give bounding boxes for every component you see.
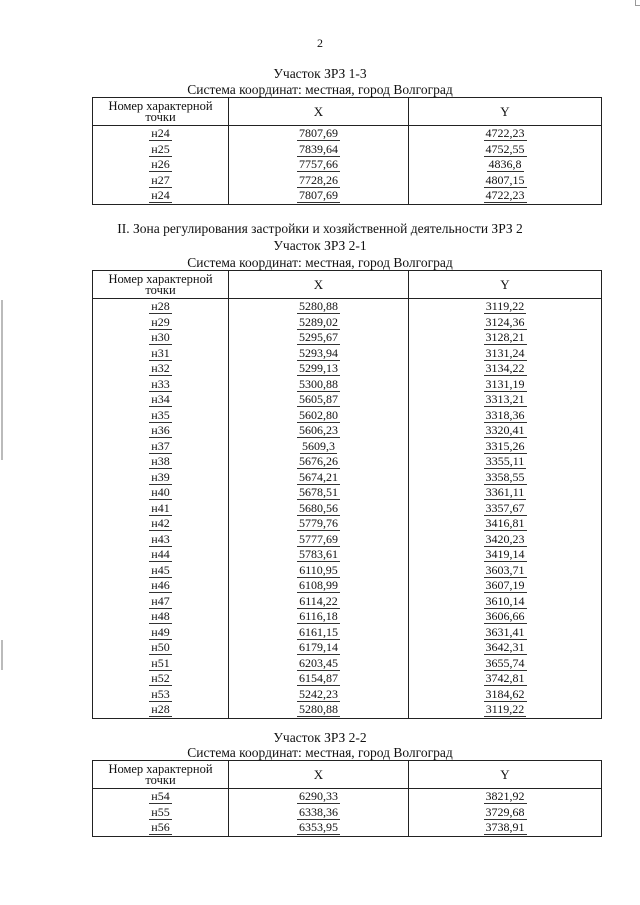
x-coordinate-cell (229, 392, 409, 408)
point-id-cell (93, 547, 229, 563)
x-coordinate-cell-text: 7757,66 (299, 157, 338, 172)
y-coordinate-cell (409, 330, 602, 346)
point-id-cell-text: н28 (151, 299, 170, 314)
x-coordinate-cell (229, 408, 409, 424)
y-coordinate-cell (409, 315, 602, 331)
y-coordinate-cell-text: 3128,21 (485, 330, 525, 345)
point-id-cell (93, 188, 229, 204)
table-row (93, 470, 602, 486)
y-coordinate-cell-text: 4722,23 (485, 188, 525, 203)
column-header-y: Y (409, 271, 602, 299)
x-coordinate-cell (229, 188, 409, 204)
x-coordinate-cell (229, 454, 409, 470)
point-id-cell (93, 702, 229, 718)
y-coordinate-cell-text: 3131,19 (485, 376, 525, 391)
x-coordinate-cell-text: 5299,13 (299, 361, 338, 376)
y-coordinate-cell (409, 702, 602, 718)
x-coordinate-cell-text: 6108,99 (299, 578, 338, 593)
point-id-cell (93, 501, 229, 517)
point-id-cell (93, 439, 229, 455)
x-coordinate-cell-text: 5280,88 (299, 702, 338, 717)
point-id-cell (93, 516, 229, 532)
table-header-row (93, 98, 602, 126)
y-coordinate-cell-text: 3119,22 (485, 299, 525, 314)
point-id-cell-text: н52 (151, 671, 170, 686)
y-coordinate-cell (409, 361, 602, 377)
table-row (93, 671, 602, 687)
table-row (93, 687, 602, 703)
section-1-heading: Участок ЗРЗ 1-3 (273, 66, 367, 81)
section-2-coord-system: Система координат: местная, город Волгоград (187, 255, 453, 270)
point-id-cell (93, 640, 229, 656)
point-id-cell-text: н24 (151, 126, 170, 141)
x-coordinate-cell-text: 7728,26 (299, 172, 338, 187)
point-id-cell (93, 470, 229, 486)
x-coordinate-cell (229, 470, 409, 486)
point-id-cell (93, 361, 229, 377)
y-coordinate-cell (409, 142, 602, 158)
y-coordinate-cell (409, 346, 602, 362)
table-row (93, 408, 602, 424)
point-id-cell (93, 609, 229, 625)
x-coordinate-cell (229, 656, 409, 672)
y-coordinate-cell-text: 3419,14 (485, 547, 525, 562)
x-coordinate-cell (229, 501, 409, 517)
x-coordinate-cell (229, 377, 409, 393)
point-id-cell (93, 454, 229, 470)
table-row (93, 501, 602, 517)
table-row (93, 820, 602, 836)
x-coordinate-cell (229, 485, 409, 501)
y-coordinate-cell (409, 173, 602, 189)
x-coordinate-cell-text: 5280,88 (299, 299, 338, 314)
y-coordinate-cell (409, 625, 602, 641)
point-id-cell (93, 532, 229, 548)
point-id-cell-text: н41 (151, 500, 170, 515)
x-coordinate-cell-text: 5777,69 (299, 531, 338, 546)
point-id-cell-text: н29 (151, 314, 170, 329)
y-coordinate-cell (409, 563, 602, 579)
y-coordinate-cell-text: 3361,11 (485, 485, 525, 500)
y-coordinate-cell-text: 4807,15 (485, 172, 525, 187)
point-id-cell-text: н56 (151, 820, 170, 835)
x-coordinate-cell-text: 7839,64 (299, 141, 338, 156)
point-id-cell-text: н40 (151, 485, 170, 500)
x-coordinate-cell (229, 439, 409, 455)
point-id-cell (93, 346, 229, 362)
y-coordinate-cell-text: 3124,36 (485, 314, 525, 329)
x-coordinate-cell-text: 5676,26 (299, 454, 338, 469)
y-coordinate-cell (409, 516, 602, 532)
point-id-cell (93, 805, 229, 821)
section-2-heading: Участок ЗРЗ 2-1 (273, 238, 367, 253)
y-coordinate-cell-text: 3606,66 (485, 609, 525, 624)
table-row (93, 157, 602, 173)
point-id-cell-text: н39 (151, 469, 170, 484)
point-id-cell (93, 485, 229, 501)
table-row (93, 188, 602, 204)
column-header-x: X (229, 98, 409, 126)
x-coordinate-cell (229, 625, 409, 641)
y-coordinate-cell (409, 377, 602, 393)
x-coordinate-cell (229, 563, 409, 579)
y-coordinate-cell (409, 820, 602, 836)
x-coordinate-cell (229, 346, 409, 362)
table-row (93, 315, 602, 331)
x-coordinate-cell (229, 594, 409, 610)
section-2-table (92, 270, 602, 719)
y-coordinate-cell (409, 501, 602, 517)
point-id-cell-text: н44 (151, 547, 170, 562)
y-coordinate-cell (409, 594, 602, 610)
point-id-cell-text: н53 (151, 686, 170, 701)
point-id-cell-text: н38 (151, 454, 170, 469)
table-row (93, 454, 602, 470)
y-coordinate-cell-text: 3738,91 (485, 820, 525, 835)
y-coordinate-cell-text: 3131,24 (485, 345, 525, 360)
table-row (93, 702, 602, 718)
point-id-cell-text: н27 (151, 172, 170, 187)
x-coordinate-cell (229, 671, 409, 687)
y-coordinate-cell (409, 392, 602, 408)
x-coordinate-cell-text: 7807,69 (299, 188, 338, 203)
point-id-cell-text: н51 (151, 655, 170, 670)
column-header-point: Номер характерной точки (93, 98, 229, 126)
y-coordinate-cell (409, 188, 602, 204)
y-coordinate-cell-text: 3313,21 (485, 392, 525, 407)
table-row (93, 532, 602, 548)
point-id-cell (93, 157, 229, 173)
point-id-cell-text: н37 (151, 438, 170, 453)
y-coordinate-cell (409, 687, 602, 703)
point-id-cell (93, 330, 229, 346)
y-coordinate-cell (409, 789, 602, 805)
table-row (93, 625, 602, 641)
table-row (93, 516, 602, 532)
point-id-cell (93, 315, 229, 331)
point-id-cell (93, 656, 229, 672)
x-coordinate-cell (229, 640, 409, 656)
table-row (93, 609, 602, 625)
section-1-table-body (93, 126, 602, 205)
point-id-cell (93, 392, 229, 408)
column-header-y: Y (409, 761, 602, 789)
point-id-cell-text: н50 (151, 640, 170, 655)
y-coordinate-cell-text: 3642,31 (485, 640, 525, 655)
y-coordinate-cell (409, 532, 602, 548)
point-id-cell (93, 408, 229, 424)
point-id-cell-text: н33 (151, 376, 170, 391)
x-coordinate-cell-text: 5779,76 (299, 516, 338, 531)
point-id-cell-text: н34 (151, 392, 170, 407)
point-id-cell-text: н36 (151, 423, 170, 438)
y-coordinate-cell-text: 3610,14 (485, 593, 525, 608)
x-coordinate-cell (229, 687, 409, 703)
y-coordinate-cell-text: 3420,23 (485, 531, 525, 546)
table-row (93, 142, 602, 158)
point-id-cell-text: н25 (151, 141, 170, 156)
x-coordinate-cell (229, 609, 409, 625)
x-coordinate-cell-text: 6338,36 (299, 804, 338, 819)
point-id-cell-text: н30 (151, 330, 170, 345)
x-coordinate-cell (229, 315, 409, 331)
section-3-table-body (93, 789, 602, 837)
y-coordinate-cell (409, 439, 602, 455)
x-coordinate-cell-text: 5602,80 (299, 407, 338, 422)
point-id-cell-text: н55 (151, 804, 170, 819)
y-coordinate-cell-text: 3821,92 (485, 789, 525, 804)
point-id-cell (93, 423, 229, 439)
y-coordinate-cell (409, 470, 602, 486)
x-coordinate-cell-text: 5674,21 (299, 469, 338, 484)
table-row (93, 656, 602, 672)
x-coordinate-cell (229, 516, 409, 532)
x-coordinate-cell (229, 126, 409, 142)
x-coordinate-cell (229, 820, 409, 836)
point-id-cell-text: н54 (151, 789, 170, 804)
scan-margin-mark (1, 640, 3, 670)
x-coordinate-cell (229, 547, 409, 563)
y-coordinate-cell (409, 299, 602, 315)
x-coordinate-cell-text: 6161,15 (299, 624, 338, 639)
table-row (93, 485, 602, 501)
y-coordinate-cell-text: 3742,81 (485, 671, 525, 686)
y-coordinate-cell-text: 3655,74 (485, 655, 525, 670)
section-2-table-body (93, 299, 602, 719)
column-header-x: X (229, 761, 409, 789)
y-coordinate-cell (409, 805, 602, 821)
y-coordinate-cell-text: 3729,68 (485, 804, 525, 819)
y-coordinate-cell-text: 3320,41 (485, 423, 525, 438)
point-id-cell (93, 594, 229, 610)
y-coordinate-cell-text: 3318,36 (485, 407, 525, 422)
y-coordinate-cell (409, 547, 602, 563)
x-coordinate-cell-text: 6114,22 (299, 593, 338, 608)
x-coordinate-cell (229, 423, 409, 439)
y-coordinate-cell (409, 157, 602, 173)
table-row (93, 640, 602, 656)
zone-2-title: II. Зона регулирования застройки и хозяйственной деятельности ЗРЗ 2 (117, 221, 523, 236)
y-coordinate-cell-text: 3603,71 (485, 562, 525, 577)
x-coordinate-cell-text: 6290,33 (299, 789, 338, 804)
y-coordinate-cell-text: 3631,41 (485, 624, 525, 639)
y-coordinate-cell-text: 3358,55 (485, 469, 525, 484)
point-id-cell (93, 173, 229, 189)
table-row (93, 346, 602, 362)
table-header-row (93, 271, 602, 299)
x-coordinate-cell-text: 6179,14 (299, 640, 338, 655)
point-id-cell-text: н46 (151, 578, 170, 593)
y-coordinate-cell (409, 609, 602, 625)
point-id-cell (93, 563, 229, 579)
x-coordinate-cell (229, 330, 409, 346)
section-3-heading: Участок ЗРЗ 2-2 (273, 730, 367, 745)
point-id-cell (93, 671, 229, 687)
y-coordinate-cell (409, 408, 602, 424)
table-row (93, 423, 602, 439)
x-coordinate-cell-text: 5605,87 (299, 392, 338, 407)
y-coordinate-cell-text: 3607,19 (485, 578, 525, 593)
table-row (93, 594, 602, 610)
table-row (93, 330, 602, 346)
table-row (93, 299, 602, 315)
x-coordinate-cell-text: 6154,87 (299, 671, 338, 686)
table-row (93, 377, 602, 393)
point-id-cell-text: н42 (151, 516, 170, 531)
y-coordinate-cell-text: 3357,67 (485, 500, 525, 515)
point-id-cell (93, 142, 229, 158)
page-number: 2 (317, 36, 323, 50)
x-coordinate-cell (229, 361, 409, 377)
x-coordinate-cell-text: 5609,3 (302, 438, 335, 453)
x-coordinate-cell (229, 789, 409, 805)
point-id-cell-text: н35 (151, 407, 170, 422)
section-1-coord-system: Система координат: местная, город Волгоград (187, 82, 453, 97)
table-row (93, 361, 602, 377)
x-coordinate-cell (229, 173, 409, 189)
table-row (93, 392, 602, 408)
point-id-cell-text: н43 (151, 531, 170, 546)
x-coordinate-cell-text: 6116,18 (299, 609, 338, 624)
point-id-cell-text: н49 (151, 624, 170, 639)
point-id-cell (93, 126, 229, 142)
x-coordinate-cell-text: 5680,56 (299, 500, 338, 515)
x-coordinate-cell (229, 578, 409, 594)
scan-corner-mark (635, 0, 640, 6)
y-coordinate-cell (409, 485, 602, 501)
point-id-cell-text: н48 (151, 609, 170, 624)
y-coordinate-cell-text: 3184,62 (485, 686, 525, 701)
y-coordinate-cell-text: 4722,23 (485, 126, 525, 141)
point-id-cell-text: н47 (151, 593, 170, 608)
x-coordinate-cell (229, 299, 409, 315)
y-coordinate-cell-text: 3355,11 (485, 454, 525, 469)
point-id-cell (93, 789, 229, 805)
x-coordinate-cell (229, 702, 409, 718)
point-id-cell-text: н26 (151, 157, 170, 172)
point-id-cell (93, 377, 229, 393)
section-1-table (92, 97, 602, 205)
x-coordinate-cell (229, 157, 409, 173)
column-header-point: Номер характерной точки (93, 761, 229, 789)
x-coordinate-cell-text: 6110,95 (299, 562, 338, 577)
x-coordinate-cell-text: 6353,95 (299, 820, 338, 835)
column-header-y: Y (409, 98, 602, 126)
table-row (93, 126, 602, 142)
table-row (93, 563, 602, 579)
y-coordinate-cell (409, 640, 602, 656)
x-coordinate-cell-text: 5678,51 (299, 485, 338, 500)
table-row (93, 805, 602, 821)
x-coordinate-cell-text: 5293,94 (299, 345, 338, 360)
y-coordinate-cell (409, 656, 602, 672)
point-id-cell (93, 625, 229, 641)
y-coordinate-cell-text: 4836,8 (488, 157, 522, 172)
point-id-cell (93, 820, 229, 836)
table-row (93, 789, 602, 805)
x-coordinate-cell-text: 5300,88 (299, 376, 338, 391)
y-coordinate-cell (409, 423, 602, 439)
column-header-point: Номер характерной точки (93, 271, 229, 299)
x-coordinate-cell-text: 5289,02 (299, 314, 338, 329)
x-coordinate-cell (229, 805, 409, 821)
column-header-x: X (229, 271, 409, 299)
table-row (93, 439, 602, 455)
point-id-cell (93, 687, 229, 703)
x-coordinate-cell-text: 5295,67 (299, 330, 338, 345)
y-coordinate-cell (409, 671, 602, 687)
y-coordinate-cell-text: 3119,22 (485, 702, 525, 717)
x-coordinate-cell-text: 5606,23 (299, 423, 338, 438)
y-coordinate-cell (409, 578, 602, 594)
point-id-cell-text: н45 (151, 562, 170, 577)
scan-margin-mark (1, 300, 3, 460)
point-id-cell-text: н31 (151, 345, 170, 360)
point-id-cell (93, 299, 229, 315)
section-3-coord-system: Система координат: местная, город Волгоград (187, 745, 453, 760)
y-coordinate-cell-text: 3416,81 (485, 516, 525, 531)
x-coordinate-cell-text: 5783,61 (299, 547, 338, 562)
x-coordinate-cell (229, 532, 409, 548)
y-coordinate-cell (409, 454, 602, 470)
x-coordinate-cell-text: 6203,45 (299, 655, 338, 670)
x-coordinate-cell (229, 142, 409, 158)
y-coordinate-cell-text: 3134,22 (485, 361, 525, 376)
x-coordinate-cell-text: 5242,23 (299, 686, 338, 701)
y-coordinate-cell-text: 3315,26 (485, 438, 525, 453)
x-coordinate-cell-text: 7807,69 (299, 126, 338, 141)
table-row (93, 578, 602, 594)
y-coordinate-cell-text: 4752,55 (485, 141, 525, 156)
point-id-cell-text: н24 (151, 188, 170, 203)
section-3-table (92, 760, 602, 837)
table-row (93, 547, 602, 563)
table-header-row (93, 761, 602, 789)
y-coordinate-cell (409, 126, 602, 142)
point-id-cell-text: н32 (151, 361, 170, 376)
point-id-cell-text: н28 (151, 702, 170, 717)
point-id-cell (93, 578, 229, 594)
table-row (93, 173, 602, 189)
